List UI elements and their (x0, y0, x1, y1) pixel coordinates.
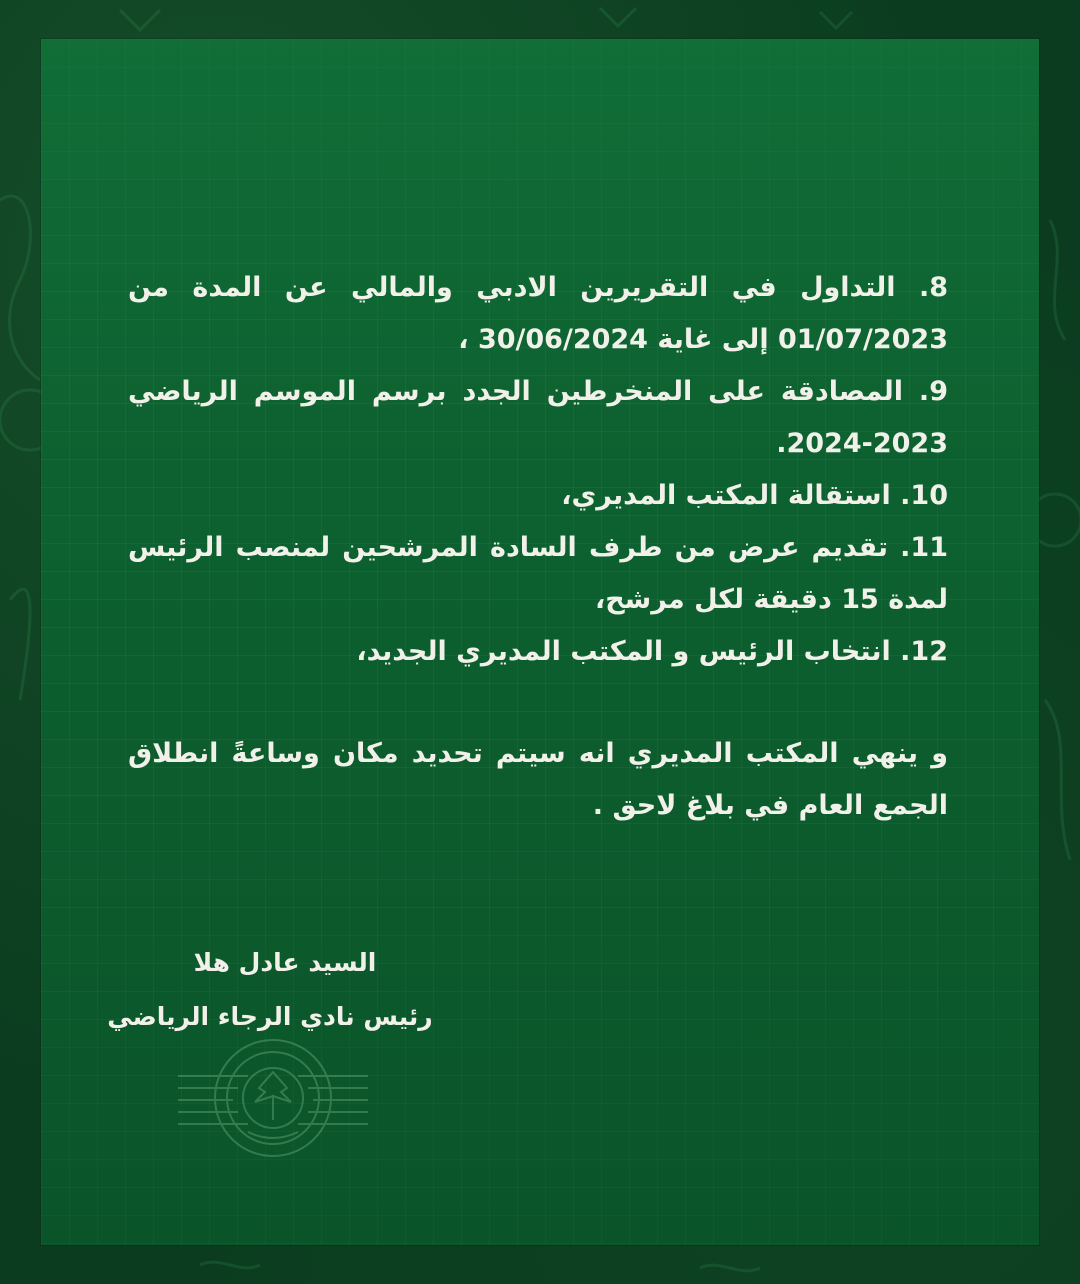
announcement-body (128, 262, 948, 832)
club-seal-icon (178, 1036, 368, 1166)
signature-block (100, 936, 440, 1044)
agenda-item-10: 10. استقالة المكتب المديري، (561, 480, 948, 511)
signatory-title: رئيس نادي الرجاء الرياضي (107, 1002, 433, 1031)
paragraph-gap (128, 678, 948, 728)
agenda-item-8: 8. التداول في التقريرين الادبي والمالي عن المدة من 01/07/2023 إلى غاية 30/06/2024 ، (128, 272, 948, 355)
agenda-item-11: 11. تقديم عرض من طرف السادة المرشحين لمنصب الرئيس لمدة 15 دقيقة لكل مرشح، (128, 532, 948, 615)
agenda-item-9: 9. المصادقة على المنخرطين الجدد برسم الموسم الرياضي 2023-2024. (128, 376, 948, 459)
signatory-name: السيد عادل هلا (193, 948, 377, 977)
agenda-list (128, 262, 948, 678)
agenda-item-12: 12. انتخاب الرئيس و المكتب المديري الجديد، (356, 636, 948, 667)
closing-paragraph: و ينهي المكتب المديري انه سيتم تحديد مكان وساعةً انطلاق الجمع العام في بلاغ لاحق . (128, 738, 948, 821)
